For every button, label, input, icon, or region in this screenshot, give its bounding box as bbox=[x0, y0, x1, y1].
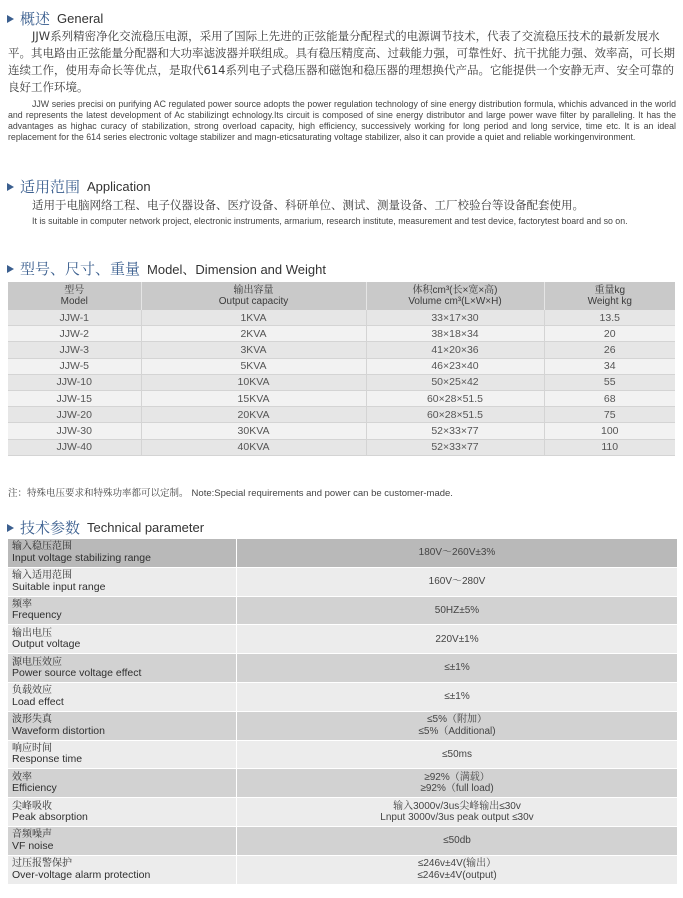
general-title-zh: 概述 bbox=[20, 10, 51, 28]
parameter-name-en: Waveform distortion bbox=[12, 724, 105, 737]
parameter-name-en: Frequency bbox=[12, 609, 62, 622]
table-row bbox=[8, 439, 675, 455]
table-row bbox=[8, 358, 675, 374]
technical-title-zh: 技术参数 bbox=[20, 519, 81, 537]
triangle-bullet-icon bbox=[7, 524, 14, 532]
cell-output-capacity: 2KVA bbox=[141, 326, 366, 342]
cell-output-capacity: 20KVA bbox=[141, 407, 366, 423]
parameter-row bbox=[8, 654, 677, 683]
triangle-bullet-icon bbox=[7, 183, 14, 191]
cell-weight: 20 bbox=[544, 326, 675, 342]
cell-volume: 60×28×51.5 bbox=[366, 407, 544, 423]
general-text-en: JJW series precisi on purifying AC regulated power source adopts the power regulation technology of sine energy distribution formula, whichis advanced in the world and represents the latest development of Ac stabilizingt echnology.Its circuit is composed of sine energy distributor and large power wave filter by paralleling. It has the advantages as highac curacy of stabilization, strong overload capacity, high efficiency, successively working for long period and long service, time etc. It is an ideal replacement for the 614 series electronic voltage stabilizer and magn-eticsaturating voltage stabilizer, also it can provide a quiet and reliable workingenvironment. bbox=[8, 99, 676, 142]
parameter-row bbox=[8, 596, 677, 625]
header-output-capacity: 输出容量 Output capacity bbox=[141, 282, 366, 310]
parameter-name-zh: 波形失真 bbox=[12, 714, 52, 726]
parameter-value-line: ≥92%（满载） bbox=[424, 771, 490, 783]
parameter-name-zh: 效率 bbox=[12, 771, 32, 783]
header-volume: 体积cm³(长×宽×高) Volume cm³(L×W×H) bbox=[366, 282, 544, 310]
cell-output-capacity: 40KVA bbox=[141, 439, 366, 455]
parameter-name-en: Response time bbox=[12, 753, 83, 766]
parameter-name bbox=[8, 740, 237, 769]
parameter-value-line: ≤±1% bbox=[444, 691, 470, 703]
parameter-row bbox=[8, 567, 677, 596]
parameter-row bbox=[8, 826, 677, 855]
table-row bbox=[8, 310, 675, 326]
cell-volume: 60×28×51.5 bbox=[366, 390, 544, 406]
application-title-zh: 适用范围 bbox=[20, 178, 81, 196]
parameter-name-en: Efficiency bbox=[12, 782, 57, 795]
application-text-zh: 适用于电脑网络工程、电子仪器设备、医疗设备、科研单位、测试、测量设备、工厂校验台等设备配套使用。 bbox=[32, 198, 584, 212]
parameter-value-line: ≤5%（附加） bbox=[427, 714, 487, 726]
application-heading bbox=[7, 176, 151, 197]
parameter-value bbox=[237, 682, 678, 711]
technical-heading bbox=[7, 517, 204, 538]
cell-weight: 34 bbox=[544, 358, 675, 374]
model-heading bbox=[7, 258, 326, 279]
parameter-value-line: 输入3000v/3us尖峰输出≤30v bbox=[393, 800, 521, 812]
parameter-name bbox=[8, 596, 237, 625]
triangle-bullet-icon bbox=[7, 265, 14, 273]
parameter-value-line: 180V～260V±3% bbox=[418, 547, 496, 559]
cell-weight: 68 bbox=[544, 390, 675, 406]
table-row bbox=[8, 407, 675, 423]
cell-volume: 50×25×42 bbox=[366, 374, 544, 390]
parameter-name-zh: 过压报警保护 bbox=[12, 858, 72, 870]
cell-output-capacity: 5KVA bbox=[141, 358, 366, 374]
general-heading bbox=[7, 8, 103, 29]
cell-output-capacity: 30KVA bbox=[141, 423, 366, 439]
header-model: 型号 Model bbox=[8, 282, 141, 310]
cell-weight: 75 bbox=[544, 407, 675, 423]
table-row bbox=[8, 326, 675, 342]
cell-model: JJW-30 bbox=[8, 423, 141, 439]
model-title-zh: 型号、尺寸、重量 bbox=[20, 260, 141, 278]
cell-volume: 52×33×77 bbox=[366, 423, 544, 439]
cell-model: JJW-40 bbox=[8, 439, 141, 455]
parameter-name bbox=[8, 625, 237, 654]
parameter-name-zh: 源电压效应 bbox=[12, 656, 62, 668]
parameter-name bbox=[8, 539, 237, 567]
cell-volume: 33×17×30 bbox=[366, 310, 544, 326]
technical-title-en: Technical parameter bbox=[87, 520, 205, 535]
model-table bbox=[8, 282, 675, 456]
parameter-value-line-2: ≥92%（full load) bbox=[420, 783, 494, 795]
table-row bbox=[8, 390, 675, 406]
parameter-name bbox=[8, 769, 237, 798]
parameter-value-line: ≤50db bbox=[443, 835, 471, 847]
parameter-name bbox=[8, 826, 237, 855]
model-note bbox=[8, 485, 453, 499]
cell-output-capacity: 3KVA bbox=[141, 342, 366, 358]
header-weight: 重量kg Weight kg bbox=[544, 282, 675, 310]
cell-model: JJW-20 bbox=[8, 407, 141, 423]
cell-weight: 100 bbox=[544, 423, 675, 439]
model-table-header bbox=[8, 282, 675, 310]
cell-volume: 52×33×77 bbox=[366, 439, 544, 455]
cell-weight: 26 bbox=[544, 342, 675, 358]
parameter-value bbox=[237, 567, 678, 596]
application-text-en: It is suitable in computer network project, electronic instruments, armarium, research institute, measurement and test device, factorytest board and so on. bbox=[32, 216, 628, 226]
parameter-value bbox=[237, 769, 678, 798]
cell-volume: 46×23×40 bbox=[366, 358, 544, 374]
parameter-name bbox=[8, 567, 237, 596]
cell-volume: 38×18×34 bbox=[366, 326, 544, 342]
parameter-name-zh: 尖峰吸收 bbox=[12, 800, 52, 812]
parameter-value-line-2: ≤246v±4V(output) bbox=[417, 869, 497, 881]
parameter-value-line: ≤±1% bbox=[444, 662, 470, 674]
parameter-name-en: Suitable input range bbox=[12, 580, 106, 593]
cell-output-capacity: 15KVA bbox=[141, 390, 366, 406]
parameter-name bbox=[8, 682, 237, 711]
parameter-value bbox=[237, 625, 678, 654]
parameter-value bbox=[237, 826, 678, 855]
cell-model: JJW-1 bbox=[8, 310, 141, 326]
parameter-row bbox=[8, 740, 677, 769]
model-note-zh: 注：特殊电压要求和特殊功率都可以定制。 bbox=[8, 488, 189, 499]
parameter-row bbox=[8, 539, 677, 567]
parameter-name-en: Over-voltage alarm protection bbox=[12, 868, 151, 881]
parameter-name-en: Output voltage bbox=[12, 638, 81, 651]
parameter-value bbox=[237, 740, 678, 769]
parameter-value bbox=[237, 654, 678, 683]
parameter-value bbox=[237, 855, 678, 884]
parameter-row bbox=[8, 625, 677, 654]
cell-model: JJW-15 bbox=[8, 390, 141, 406]
parameter-row bbox=[8, 711, 677, 740]
parameter-name-zh: 负载效应 bbox=[12, 685, 52, 697]
parameter-value-line: 220V±1% bbox=[435, 633, 479, 645]
general-text-zh: JJW系列精密净化交流稳压电源，采用了国际上先进的正弦能量分配程式的电源调节技术，代表了交流稳压技术的最新发展水平。其电路由正弦能量分配器和大功率滤波器并联组成。具有稳压精度高、过载能力强，可靠性好、抗干扰能力强、效率高，可长期连续工作，使用寿命长等优点，是取代614系列电子式稳压器和磁饱和稳压器的理想换代产品。它能提供一个安静无声、安全可靠的良好工作环境。 bbox=[8, 29, 675, 94]
parameter-name-en: Input voltage stabilizing range bbox=[12, 551, 151, 564]
triangle-bullet-icon bbox=[7, 15, 14, 23]
parameter-name-zh: 输出电压 bbox=[12, 627, 52, 639]
cell-model: JJW-5 bbox=[8, 358, 141, 374]
application-title-en: Application bbox=[87, 179, 151, 194]
cell-model: JJW-3 bbox=[8, 342, 141, 358]
parameter-value-line: 160V～280V bbox=[428, 575, 486, 587]
parameter-name-zh: 响应时间 bbox=[12, 742, 52, 754]
table-row bbox=[8, 374, 675, 390]
parameter-value bbox=[237, 798, 678, 827]
parameter-value bbox=[237, 711, 678, 740]
parameter-value-line-2: ≤5%（Additional) bbox=[418, 725, 496, 737]
model-note-en: Note:Special requirements and power can be customer-made. bbox=[191, 488, 453, 499]
parameter-row bbox=[8, 769, 677, 798]
cell-output-capacity: 10KVA bbox=[141, 374, 366, 390]
parameter-value-line: 50HZ±5% bbox=[434, 604, 480, 616]
cell-volume: 41×20×36 bbox=[366, 342, 544, 358]
cell-weight: 55 bbox=[544, 374, 675, 390]
parameter-name-en: Peak absorption bbox=[12, 811, 88, 824]
cell-weight: 110 bbox=[544, 439, 675, 455]
parameter-name bbox=[8, 855, 237, 884]
cell-weight: 13.5 bbox=[544, 310, 675, 326]
parameter-name bbox=[8, 654, 237, 683]
cell-model: JJW-10 bbox=[8, 374, 141, 390]
cell-output-capacity: 1KVA bbox=[141, 310, 366, 326]
parameter-name-zh: 频率 bbox=[12, 598, 32, 610]
parameter-name-en: VF noise bbox=[12, 839, 54, 852]
parameter-value bbox=[237, 539, 678, 567]
parameter-value bbox=[237, 596, 678, 625]
model-title-en: Model、Dimension and Weight bbox=[147, 262, 326, 277]
parameter-name-zh: 输入稳压范围 bbox=[12, 541, 72, 553]
parameter-name bbox=[8, 798, 237, 827]
parameter-row bbox=[8, 682, 677, 711]
general-title-en: General bbox=[57, 11, 104, 26]
parameter-name-en: Power source voltage effect bbox=[12, 667, 142, 680]
technical-table bbox=[8, 539, 677, 885]
parameter-name-en: Load effect bbox=[12, 695, 64, 708]
cell-model: JJW-2 bbox=[8, 326, 141, 342]
table-row bbox=[8, 342, 675, 358]
parameter-name bbox=[8, 711, 237, 740]
parameter-row bbox=[8, 855, 677, 884]
parameter-row bbox=[8, 798, 677, 827]
table-row bbox=[8, 423, 675, 439]
parameter-value-line: ≤246v±4V(输出） bbox=[417, 858, 497, 870]
parameter-name-zh: 输入适用范围 bbox=[12, 570, 72, 582]
parameter-name-zh: 音频噪声 bbox=[12, 829, 52, 841]
parameter-value-line: ≤50ms bbox=[442, 748, 472, 760]
parameter-value-line-2: Lnput 3000v/3us peak output ≤30v bbox=[380, 812, 534, 824]
